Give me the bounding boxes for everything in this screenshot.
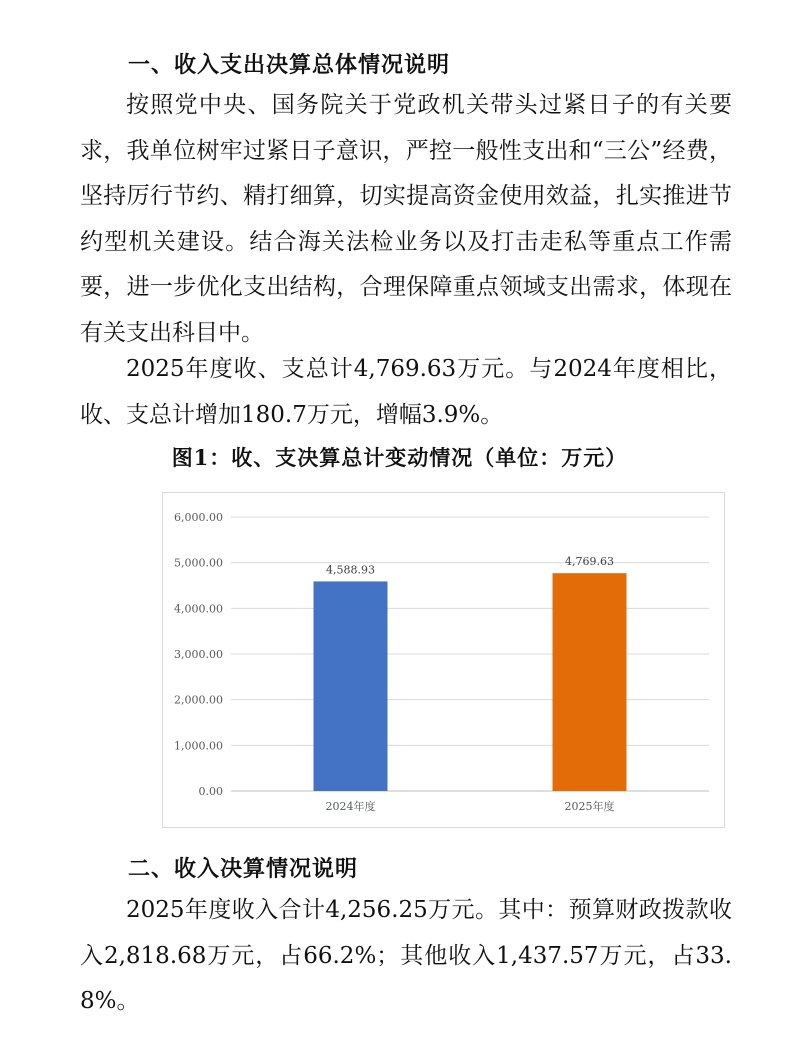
x-tick-label: 2025年度: [564, 800, 615, 813]
bar: [314, 581, 388, 791]
section2-heading: 二、收入决算情况说明: [128, 856, 359, 882]
bar-chart-svg: [163, 493, 724, 827]
y-tick-label: 2,000.00: [174, 693, 223, 707]
x-tick-label: 2024年度: [325, 800, 376, 813]
bar: [553, 573, 627, 791]
y-tick-label: 0.00: [198, 785, 223, 798]
section1-heading: 一、收入支出决算总体情况说明: [128, 52, 451, 78]
y-tick-label: 3,000.00: [174, 648, 223, 661]
data-label: 4,769.63: [565, 555, 614, 569]
bar-chart: [162, 492, 725, 828]
section2-paragraph-1: 2025年度收入合计4,256.25万元。其中：预算财政拨款收入2,818.68万元，占66.2%；其他收入1,437.57万元，占33.8%。: [80, 897, 732, 1014]
section1-paragraph-1: 按照党中央、国务院关于党政机关带头过紧日子的有关要求，我单位树牢过紧日子意识，严控一般性支出和“三公”经费，坚持厉行节约、精打细算，切实提高资金使用效益，扎实推进节约型机关建设。结合海关法检业务以及打击走私等重点工作需要，进一步优化支出结构，合理保障重点领域支出需求，体现在有关支出科目中。: [80, 92, 732, 346]
figure-title: 图1：收、支决算总计变动情况（单位：万元）: [171, 445, 628, 470]
y-tick-label: 4,000.00: [174, 602, 223, 616]
y-tick-label: 1,000.00: [174, 739, 223, 753]
data-label: 4,588.93: [326, 563, 375, 577]
section1-paragraph-2: 2025年度收、支总计4,769.63万元。与2024年度相比，收、支总计增加180.7万元，增幅3.9%。: [80, 356, 732, 428]
y-tick-label: 6,000.00: [174, 511, 223, 524]
y-tick-label: 5,000.00: [174, 556, 223, 570]
